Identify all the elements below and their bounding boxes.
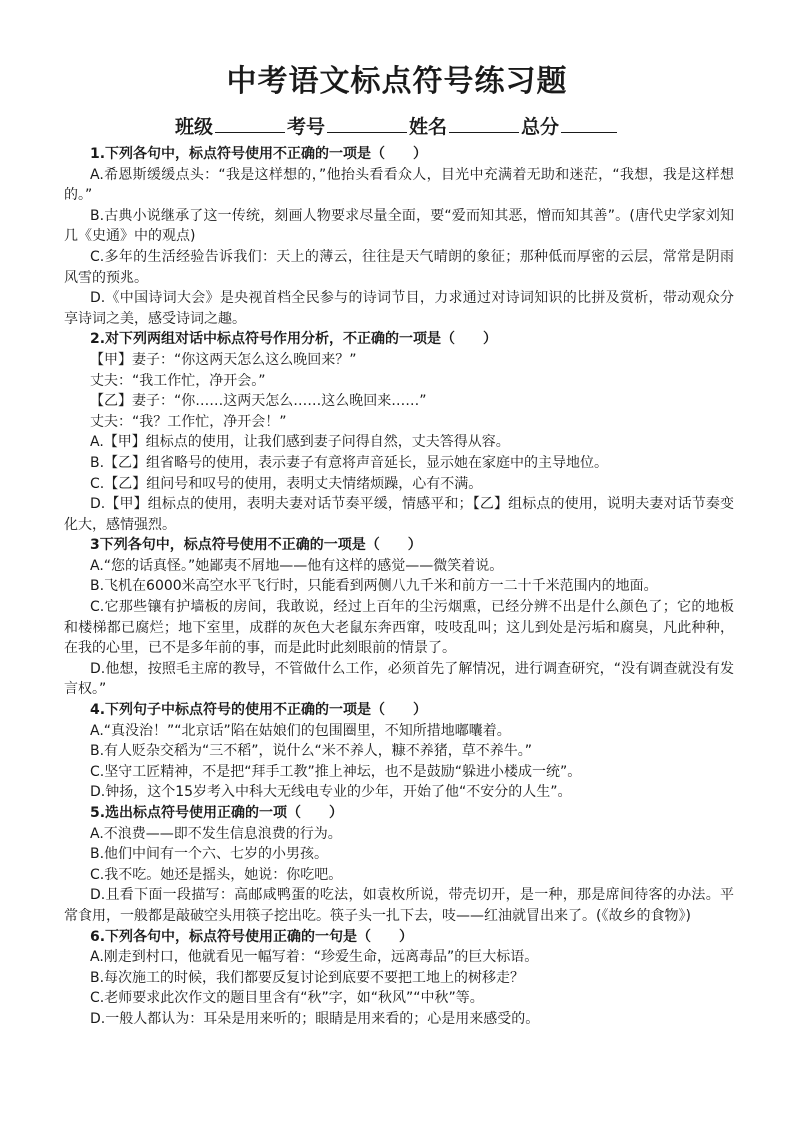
score-label: 总分 xyxy=(521,116,560,138)
option-line: A.“您的话真怪。”她鄙夷不屑地——他有这样的感觉——微笑着说。 xyxy=(90,557,504,574)
option-line: 丈夫：“我工作忙，净开会。” xyxy=(90,372,266,389)
question-stem: 5.选出标点符号使用正确的一项（ ） xyxy=(90,805,344,821)
option-line: A.“真没治！”“北京话”陷在姑娘们的包围圈里，不知所措地嘟囔着。 xyxy=(90,722,511,739)
option-line: C.老师要求此次作文的题目里含有“秋”字，如“秋风”“中秋”等。 xyxy=(90,990,484,1007)
exam-number-label: 考号 xyxy=(286,116,325,138)
name-label: 姓名 xyxy=(409,116,448,138)
option-line: D.钟扬，这个15岁考入中科大无线电专业的少年，开始了他“不安分的人生”。 xyxy=(90,784,572,801)
option-line: 丈夫：“我？工作忙，净开会！” xyxy=(90,413,287,430)
question-stem: 2.对下列两组对话中标点符号作用分析，不正确的一项是（ ） xyxy=(90,331,498,348)
option-line: D.【甲】组标点的使用，表明夫妻对话节奏平缓，情感平和；【乙】组标点的使用，说明夫妻对话节奏变化大，感情强烈。 xyxy=(64,496,734,533)
option-line: D.一般人都认为：耳朵是用来听的；眼睛是用来看的；心是用来感受的。 xyxy=(90,1010,540,1027)
option-line: 【甲】妻子：“你这两天怎么这么晚回来？” xyxy=(90,351,357,368)
option-line: C.它那些镶有护墙板的房间，我敢说，经过上百年的尘污烟熏，已经分辨不出是什么颜色了；它的地板和楼梯都已腐烂；地下室里，成群的灰色大老鼠东奔西窜，吱吱乱叫；这儿到处是污垢和腐臭，凡此种种，在我的心里，已不是多年前的事，而是此时此刻眼前的情景了。 xyxy=(64,599,734,657)
option-line: B.【乙】组省略号的使用，表示妻子有意将声音延长，显示她在家庭中的主导地位。 xyxy=(90,454,609,471)
class-blank xyxy=(215,112,285,133)
question-stem: 6.下列各句中，标点符号使用正确的一句是（ ） xyxy=(90,928,414,945)
question-stem: 3下列各句中，标点符号使用不正确的一项是（ ） xyxy=(90,537,422,554)
option-line: D.《中国诗词大会》是央视首档全民参与的诗词节目，力求通过对诗词知识的比拼及赏析，带动观众分享诗词之美，感受诗词之趣。 xyxy=(64,290,734,327)
student-info-line xyxy=(0,112,794,140)
option-line: A.刚走到村口，他就看见一幅写着：“珍爱生命，远离毒品”的巨大标语。 xyxy=(90,949,539,966)
option-line: A.【甲】组标点的使用，让我们感到妻子问得自然，丈夫答得从容。 xyxy=(90,434,510,451)
option-line: A.不浪费——即不发生信息浪费的行为。 xyxy=(90,825,342,842)
question-stem: 1.下列各句中，标点符号使用不正确的一项是（ ） xyxy=(90,146,428,162)
option-line: A.希恩斯缓缓点头：“我是这样想的，”他抬头看看众人，目光中充满着无助和迷茫，“我想，我是这样想的。” xyxy=(64,166,734,204)
name-blank xyxy=(449,112,519,133)
question-stem: 4.下列句子中标点符号的使用不正确的一项是（ ） xyxy=(90,702,428,719)
option-line: B.有人贬杂交稻为“三不稻”，说什么“米不养人，糠不养猪，草不养牛。” xyxy=(90,743,533,760)
option-line: 【乙】妻子：“你……这两天怎么……这么晚回来……” xyxy=(90,393,427,410)
option-line: C.多年的生活经验告诉我们：天上的薄云，往往是天气晴朗的象征；那种低而厚密的云层，常常是阴雨风雪的预兆。 xyxy=(64,248,734,286)
option-line: D.且看下面一段描写：高邮咸鸭蛋的吃法，如袁枚所说，带壳切开，是一种，那是席间待客的办法。平常食用，一般都是敲破空头用筷子挖出吃。筷子头一扎下去，吱——红油就冒出来了。(《故乡的食物》) xyxy=(64,887,734,924)
question-list xyxy=(64,144,734,1030)
option-line: B.飞机在6000米高空水平飞行时，只能看到两侧八九千米和前方一二十千米范围内的地面。 xyxy=(90,578,658,595)
option-line: B.古典小说继承了这一传统，刻画人物要求尽量全面，要“爱而知其恶，憎而知其善”。(唐代史学家刘知几《史通》中的观点) xyxy=(64,207,734,245)
page-title: 中考语文标点符号练习题 xyxy=(226,64,568,99)
option-line: C.我不吃。她还是摇头，她说：你吃吧。 xyxy=(90,866,343,883)
option-line: B.他们中间有一个六、七岁的小男孩。 xyxy=(90,846,329,863)
option-line: C.【乙】组问号和叹号的使用，表明丈夫情绪烦躁，心有不满。 xyxy=(90,475,483,492)
option-line: C.坚守工匠精神，不是把“拜手工教”推上神坛，也不是鼓励“躲进小楼成一统”。 xyxy=(90,763,582,780)
option-line: B.每次施工的时候，我们都要反复讨论到底要不要把工地上的树移走？ xyxy=(90,969,525,986)
score-blank xyxy=(561,112,617,133)
option-line: D.他想，按照毛主席的教导，不管做什么工作，必须首先了解情况，进行调查研究，“没有调查就没有发言权。” xyxy=(64,660,734,698)
exam-number-blank xyxy=(327,112,407,133)
class-label: 班级 xyxy=(174,116,213,138)
